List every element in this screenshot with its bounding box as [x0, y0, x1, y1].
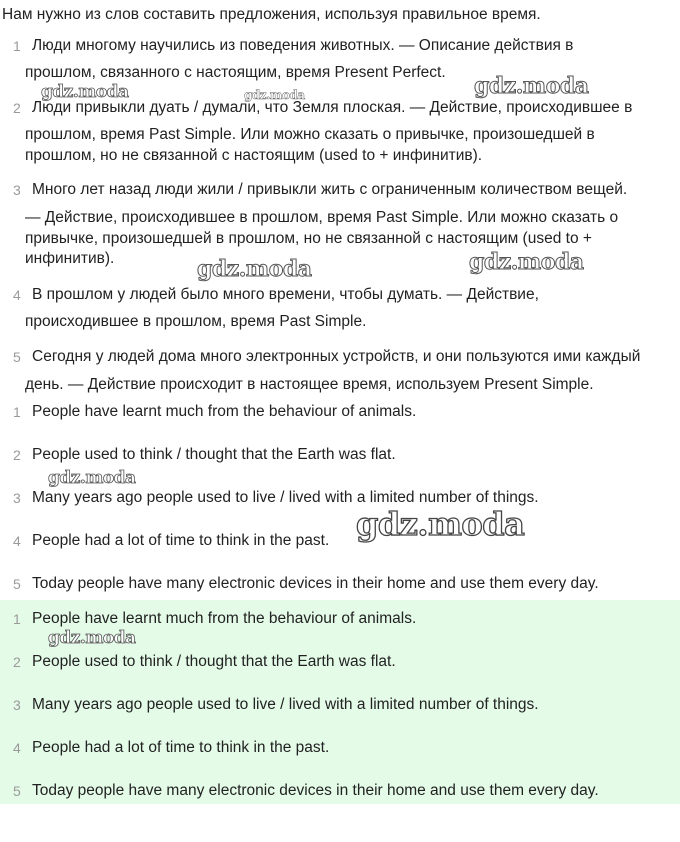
sentence-text: Many years ago people used to live / lived with a limited number of things.: [32, 489, 539, 506]
watermark: gdz.moda: [48, 628, 136, 648]
explanation-line: инфинитив).: [25, 250, 115, 267]
explanation-number: 1: [13, 38, 21, 54]
explanation-line: прошлом, связанного с настоящим, время Present Perfect.: [25, 64, 446, 81]
explanation-line: Много лет назад люди жили / привыкли жить с ограниченным количеством вещей.: [32, 181, 628, 198]
explanation-line: — Действие, происходившее в прошлом, время Past Simple. Или можно сказать о: [25, 209, 619, 226]
explanation-line: Люди многому научились из поведения животных. — Описание действия в: [32, 37, 574, 54]
answer-text: People had a lot of time to think in the past.: [32, 739, 330, 756]
sentence-number: 3: [13, 490, 21, 506]
answer-text: Today people have many electronic devices in their home and use them every day.: [32, 782, 599, 799]
sentence-number: 5: [13, 576, 21, 592]
sentence-number: 2: [13, 447, 21, 463]
explanation-line: происходившее в прошлом, время Past Simple.: [25, 313, 367, 330]
explanation-line: прошлом, но не связанной с настоящим (used to + инфинитив).: [25, 147, 483, 164]
explanation-number: 2: [13, 100, 21, 116]
answer-text: People have learnt much from the behaviour of animals.: [32, 610, 417, 627]
answer-number: 5: [13, 783, 21, 799]
sentence-text: People used to think / thought that the Earth was flat.: [32, 446, 396, 463]
sentence-text: People have learnt much from the behaviour of animals.: [32, 403, 417, 420]
sentence-number: 1: [13, 404, 21, 420]
explanation-line: В прошлом у людей было много времени, чтобы думать. — Действие,: [32, 286, 539, 303]
explanation-line: прошлом, время Past Simple. Или можно сказать о привычке, произошедшей в: [25, 126, 595, 143]
sentence-number: 4: [13, 533, 21, 549]
answer-number: 3: [13, 697, 21, 713]
watermark: gdz.moda: [41, 82, 129, 102]
explanation-line: привычке, произошедшей в прошлом, но не связанной с настоящим (used to +: [25, 230, 592, 247]
answer-number: 2: [13, 654, 21, 670]
intro-text: Нам нужно из слов составить предложения, используя правильное время.: [2, 6, 541, 23]
watermark: gdz.moda: [244, 88, 305, 102]
answer-text: People used to think / thought that the Earth was flat.: [32, 653, 396, 670]
explanation-line: Сегодня у людей дома много электронных устройств, и они пользуются ими каждый: [32, 348, 641, 365]
explanation-line: Люди привыкли дуать / думали, что Земля плоская. — Действие, происходившее в: [32, 99, 633, 116]
watermark: gdz.moda: [469, 249, 584, 275]
explanation-number: 3: [13, 182, 21, 198]
explanation-number: 4: [13, 287, 21, 303]
watermark: gdz.moda: [48, 468, 136, 488]
sentence-text: People had a lot of time to think in the past.: [32, 532, 330, 549]
sentence-text: Today people have many electronic devices in their home and use them every day.: [32, 575, 599, 592]
explanation-line: день. — Действие происходит в настоящее время, используем Present Simple.: [25, 376, 594, 393]
watermark: gdz.moda: [474, 73, 589, 99]
explanation-number: 5: [13, 349, 21, 365]
answer-text: Many years ago people used to live / lived with a limited number of things.: [32, 696, 539, 713]
watermark: gdz.moda: [356, 505, 525, 543]
answer-number: 4: [13, 740, 21, 756]
answer-number: 1: [13, 611, 21, 627]
watermark: gdz.moda: [197, 256, 312, 282]
